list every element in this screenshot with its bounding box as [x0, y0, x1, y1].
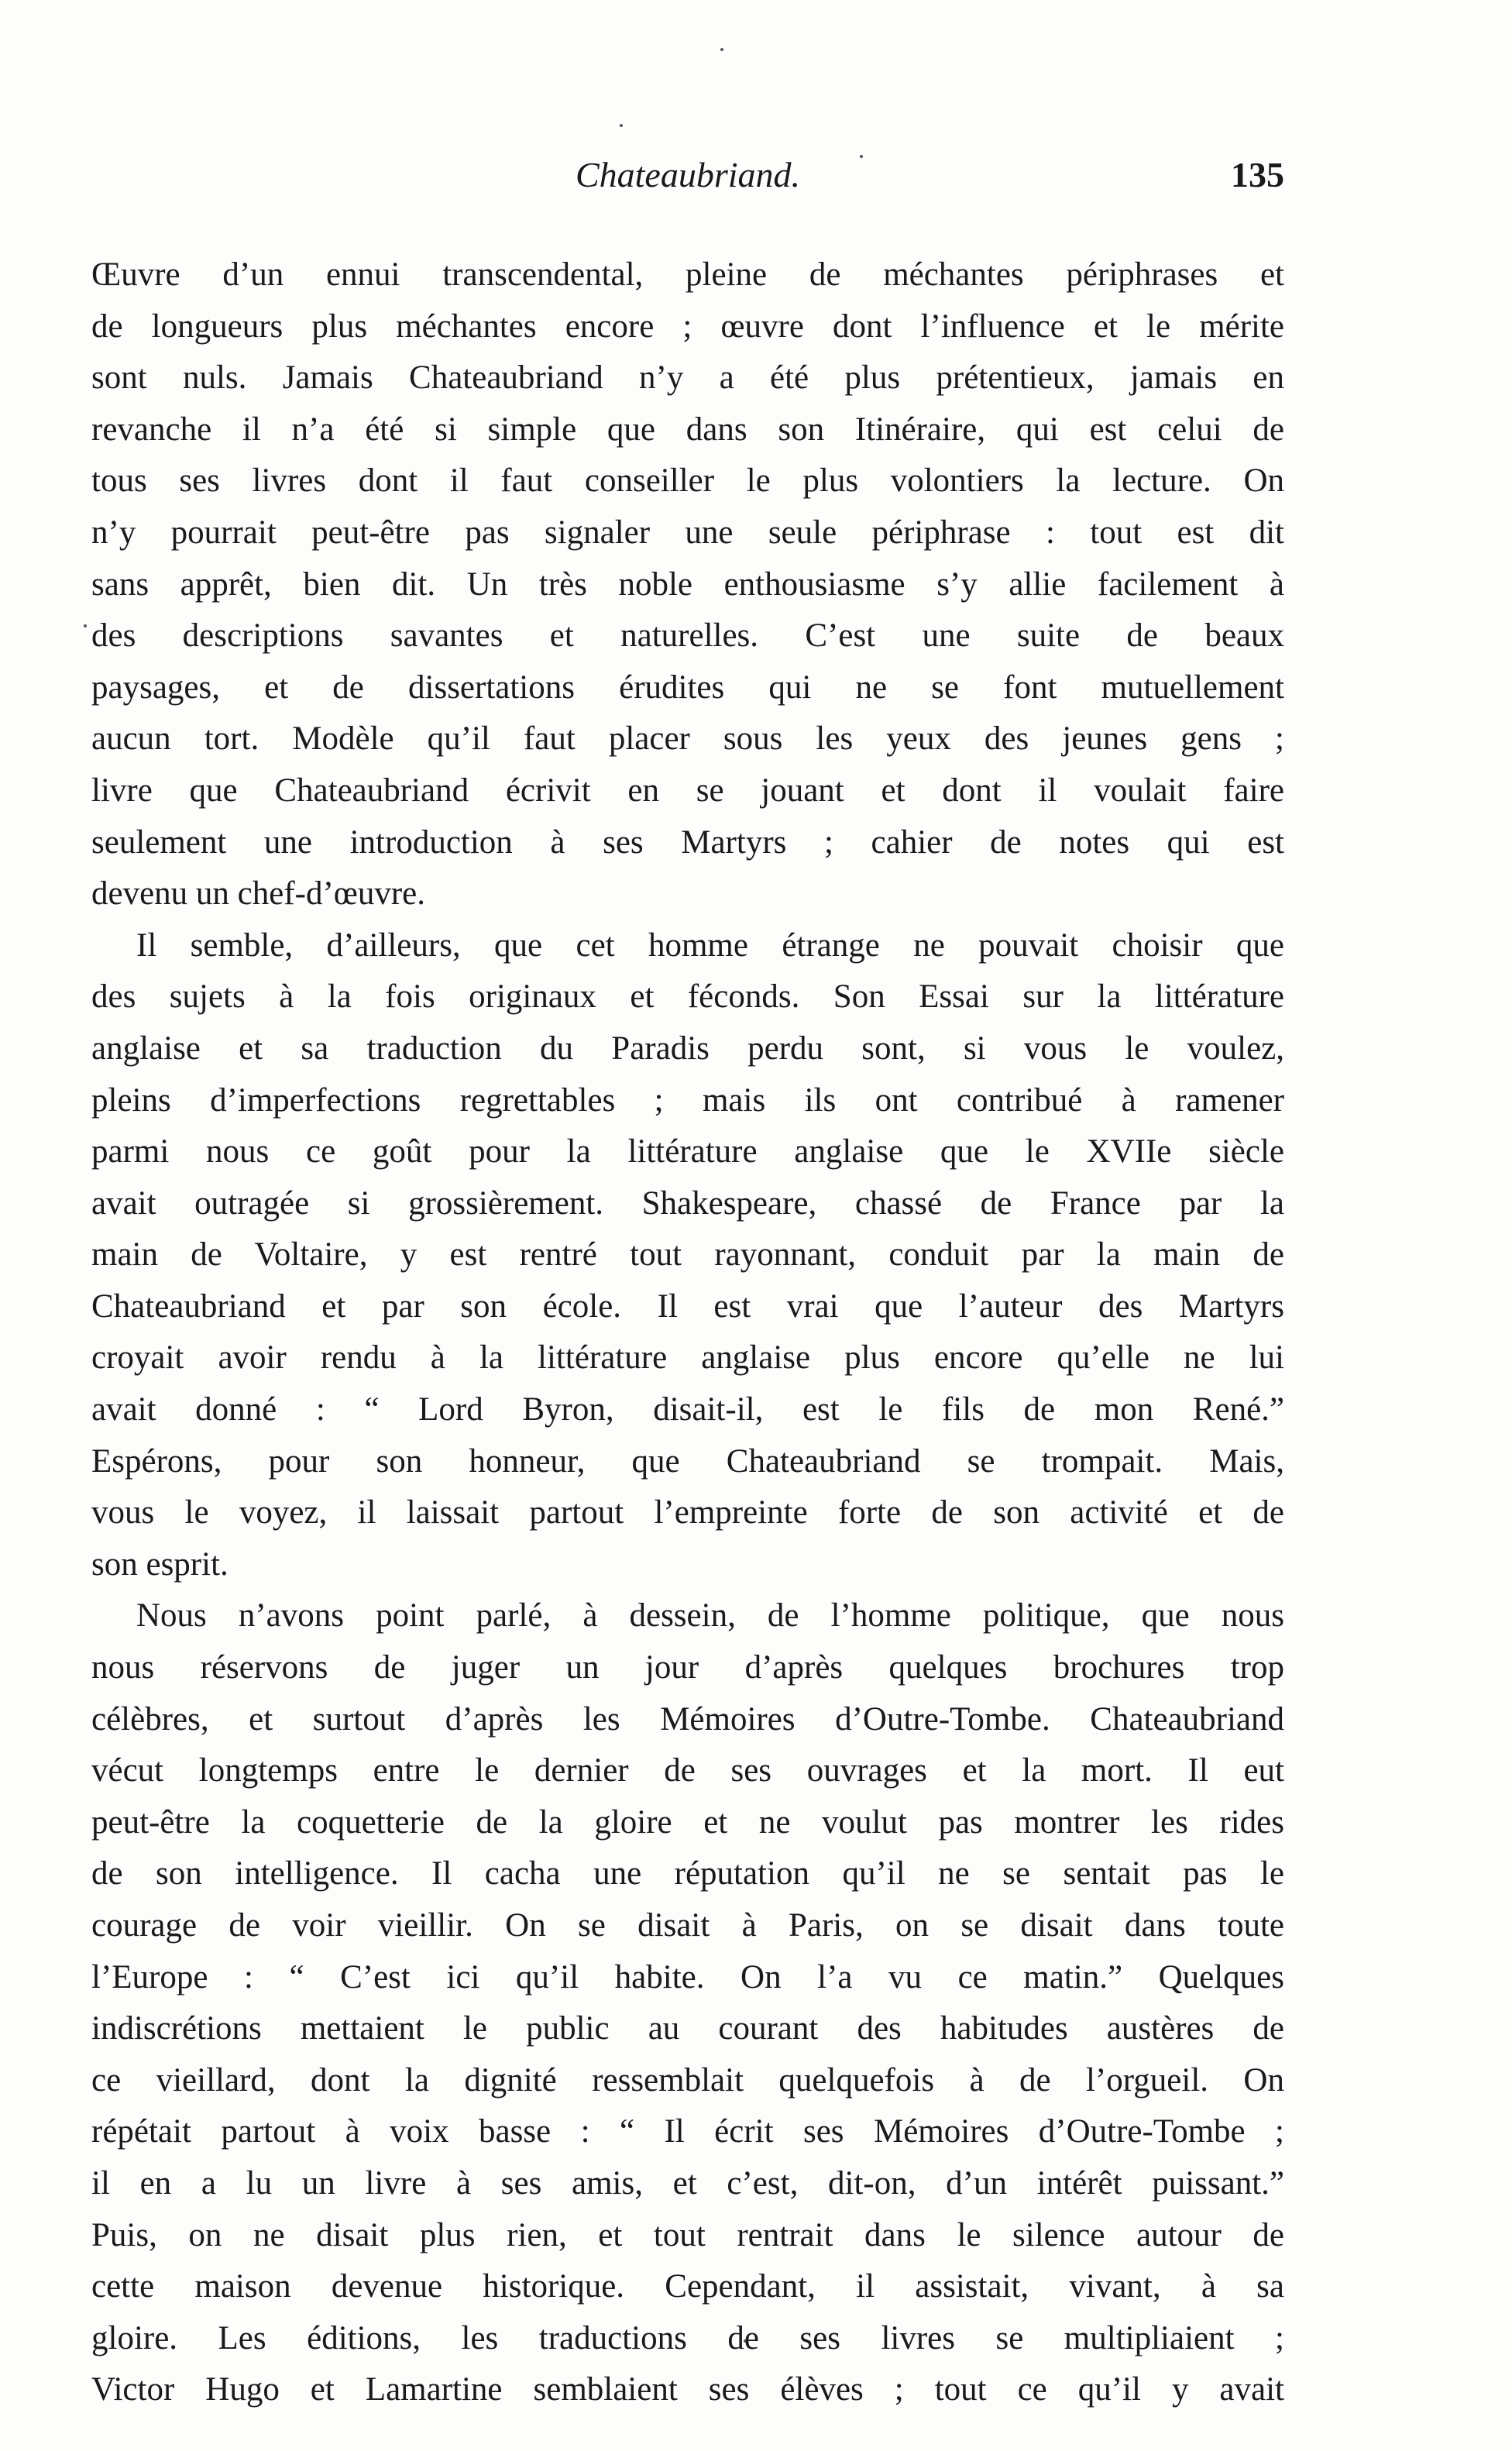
text-line: paysages, et de dissertations érudites qui ne se font mutuellement	[91, 669, 1284, 706]
text-line: tous ses livres dont il faut conseiller le plus volontiers la lecture. On	[91, 462, 1284, 500]
text-line: livre que Chateaubriand écrivit en se jouant et dont il voulait faire	[91, 772, 1284, 809]
text-line: vous le voyez, il laissait partout l’empreinte forte de son activité et de	[91, 1494, 1284, 1531]
text-line: peut-être la coquetterie de la gloire et ne voulut pas montrer les rides	[91, 1803, 1284, 1841]
text-line: indiscrétions mettaient le public au courant des habitudes austères de	[91, 2010, 1284, 2047]
text-line: de longueurs plus méchantes encore ; œuvre dont l’influence et le mérite	[91, 308, 1284, 345]
text-line: Œuvre d’un ennui transcendental, pleine de méchantes périphrases et	[91, 256, 1284, 293]
running-head	[91, 152, 1284, 206]
text-line: courage de voir vieillir. On se disait à Paris, on se disait dans toute	[91, 1907, 1284, 1944]
text-line: célèbres, et surtout d’après les Mémoires d’Outre-Tombe. Chateaubriand	[91, 1700, 1284, 1738]
text-line: Victor Hugo et Lamartine semblaient ses élèves ; tout ce qu’il y avait	[91, 2371, 1284, 2408]
text-line: n’y pourrait peut-être pas signaler une seule périphrase : tout est dit	[91, 514, 1284, 551]
scan-speck	[84, 624, 87, 627]
text-line: ce vieillard, dont la dignité ressemblait quelquefois à de l’orgueil. On	[91, 2061, 1284, 2099]
text-line: de son intelligence. Il cacha une réputation qu’il ne se sentait pas le	[91, 1855, 1284, 1892]
text-line: sans apprêt, bien dit. Un très noble enthousiasme s’y allie facilement à	[91, 565, 1284, 603]
text-line: vécut longtemps entre le dernier de ses ouvrages et la mort. Il eut	[91, 1752, 1284, 1789]
text-line: gloire. Les éditions, les traductions de ses livres se multipliaient ;	[91, 2319, 1284, 2356]
text-line: Il semble, d’ailleurs, que cet homme étrange ne pouvait choisir que	[136, 926, 1284, 964]
text-line: devenu un chef-d’œuvre.	[91, 875, 426, 913]
text-line: Nous n’avons point parlé, à dessein, de l’homme politique, que nous	[136, 1597, 1284, 1635]
text-line: répétait partout à voix basse : “ Il écrit ses Mémoires d’Outre-Tombe ;	[91, 2113, 1284, 2150]
text-line: Chateaubriand et par son école. Il est vrai que l’auteur des Martyrs	[91, 1287, 1284, 1325]
text-line: des descriptions savantes et naturelles. C’est une suite de beaux	[91, 617, 1284, 655]
text-line: avait outragée si grossièrement. Shakespeare, chassé de France par la	[91, 1184, 1284, 1222]
text-line: seulement une introduction à ses Martyrs ; cahier de notes qui est	[91, 823, 1284, 861]
text-line: il en a lu un livre à ses amis, et c’est, dit-on, d’un intérêt puissant.”	[91, 2164, 1284, 2202]
scan-speck	[720, 48, 723, 51]
text-line: main de Voltaire, y est rentré tout rayonnant, conduit par la main de	[91, 1236, 1284, 1274]
scan-speck	[620, 124, 623, 127]
body-text	[91, 249, 1284, 2416]
text-line: croyait avoir rendu à la littérature anglaise plus encore qu’elle ne lui	[91, 1339, 1284, 1377]
text-line: anglaise et sa traduction du Paradis perdu sont, si vous le voulez,	[91, 1030, 1284, 1067]
text-line: avait donné : “ Lord Byron, disait-il, est le fils de mon René.”	[91, 1391, 1284, 1428]
text-line: cette maison devenue historique. Cependant, il assistait, vivant, à sa	[91, 2268, 1284, 2305]
running-title: Chateaubriand.	[575, 155, 801, 194]
text-line: Puis, on ne disait plus rien, et tout rentrait dans le silence autour de	[91, 2216, 1284, 2253]
text-line: l’Europe : “ C’est ici qu’il habite. On l’a vu ce matin.” Quelques	[91, 1958, 1284, 1996]
text-line: des sujets à la fois originaux et féconds. Son Essai sur la littérature	[91, 978, 1284, 1016]
text-line: Espérons, pour son honneur, que Chateaubriand se trompait. Mais,	[91, 1442, 1284, 1480]
page-number: 135	[1231, 155, 1284, 194]
text-line: revanche il n’a été si simple que dans son Itinéraire, qui est celui de	[91, 411, 1284, 448]
text-line: sont nuls. Jamais Chateaubriand n’y a été plus prétentieux, jamais en	[91, 359, 1284, 397]
text-line: nous réservons de juger un jour d’après quelques brochures trop	[91, 1649, 1284, 1686]
text-line: pleins d’imperfections regrettables ; mais ils ont contribué à ramener	[91, 1081, 1284, 1119]
text-line: parmi nous ce goût pour la littérature anglaise que le XVIIe siècle	[91, 1133, 1284, 1170]
text-line: son esprit.	[91, 1545, 229, 1583]
text-line: aucun tort. Modèle qu’il faut placer sous les yeux des jeunes gens ;	[91, 720, 1284, 758]
